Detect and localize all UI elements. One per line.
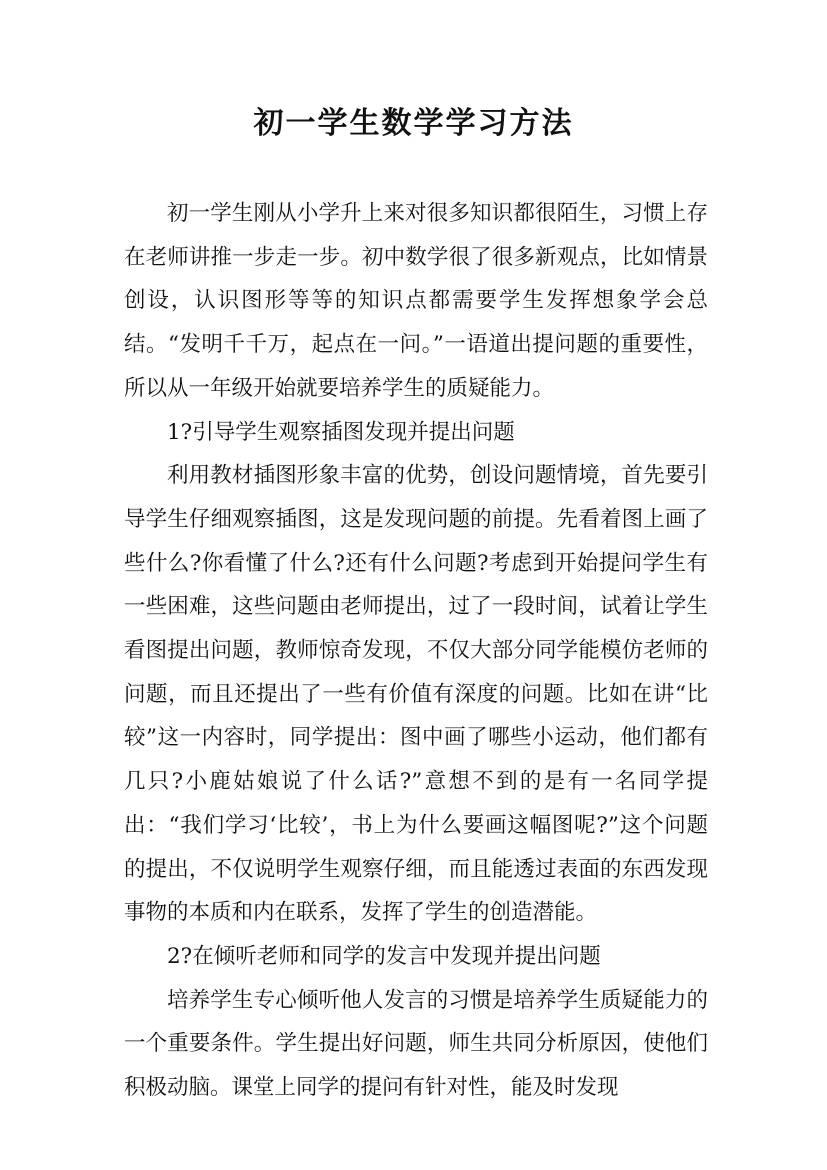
- section-heading-1: 1?引导学生观察插图发现并提出问题: [167, 419, 515, 445]
- paragraph-section-2: 培养学生专心倾听他人发言的习惯是培养学生质疑能力的一个重要条件。学生提出好问题，师生共同分析原因，使他们积极动脑。课堂上同学的提问有针对性，能及时发现: [124, 987, 708, 1101]
- document-body: [124, 192, 708, 1110]
- paragraph-section-1: 利用教材插图形象丰富的优势，创设问题情境，首先要引导学生仔细观察插图，这是发现问题的前提。先看着图上画了些什么?你看懂了什么?还有什么问题?考虑到开始提问学生有一些困难，这些问题由老师提出，过了一段时间，试着让学生看图提出问题，教师惊奇发现，不仅大部分同学能模仿老师的问题，而且还提出了一些有价值有深度的问题。比如在讲“比较”这一内容时，同学提出：图中画了哪些小运动，他们都有几只?小鹿姑娘说了什么话?”意想不到的是有一名同学提出：“我们学习‘比较’，书上为什么要画这幅图呢?”这个问题的提出，不仅说明学生观察仔细，而且能透过表面的东西发现事物的本质和内在联系，发挥了学生的创造潜能。: [124, 463, 708, 926]
- section-heading-2: 2?在倾听老师和同学的发言中发现并提出问题: [167, 943, 601, 969]
- document-title: 初一学生数学学习方法: [253, 106, 574, 141]
- paragraph-intro: 初一学生刚从小学升上来对很多知识都很陌生，习惯上存在老师讲推一步走一步。初中数学很了很多新观点，比如情景创设，认识图形等等的知识点都需要学生发挥想象学会总结。“发明千千万，起点在一问。”一语道出提问题的重要性，所以从一年级开始就要培养学生的质疑能力。: [124, 201, 708, 401]
